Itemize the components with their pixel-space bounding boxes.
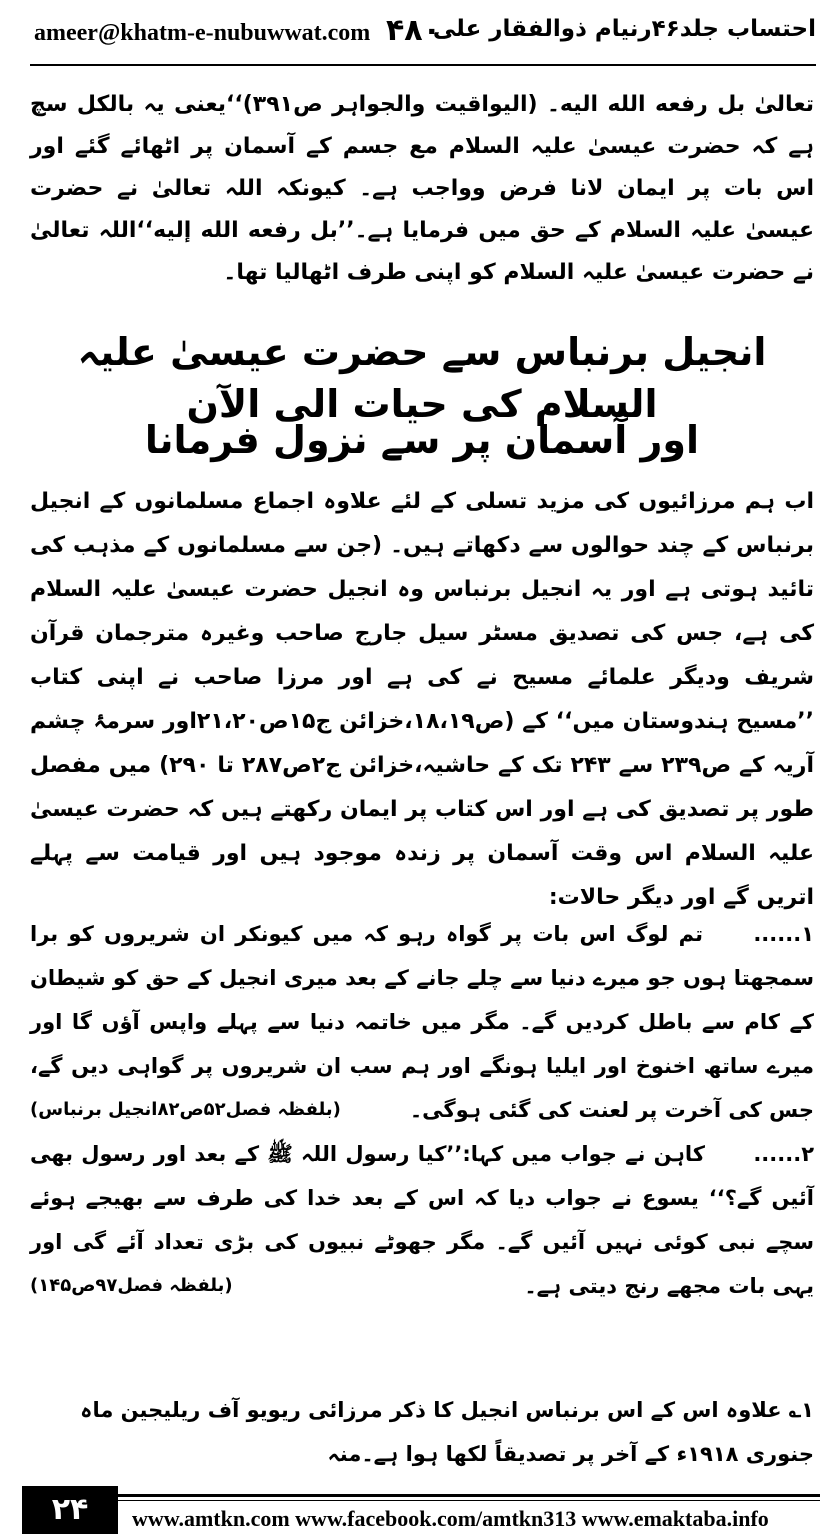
- header-book-title: احتساب جلد۴۶رنیام ذوالفقار علی: [432, 16, 816, 42]
- quote-reference: (بلفظہ فصل۹۷ص۱۴۵): [30, 1275, 233, 1296]
- quote-item-1: [30, 912, 814, 1132]
- footer-rule-thin: [118, 1500, 820, 1501]
- quote-reference: (بلفظہ فصل۵۲ص۸۲انجیل برنباس): [30, 1099, 341, 1120]
- footer-rule-thick: [118, 1494, 820, 1497]
- paragraph-2: اب ہم مرزائیوں کی مزید تسلی کے لئے علاوہ اجماع مسلمانوں کے انجیل برنباس کے چند حوالوں سے دکھاتے ہیں۔ (جن سے مسلمانوں کے مذہب کی تائید ہوتی ہے اور یہ انجیل برنباس وہ انجیل حضرت عیسیٰ علیہ السلام کی ہے، جس کی تصدیق مسٹر سیل جارج صاحب وغیرہ مترجمان قرآن شریف ودیگر علمائے مسیح نے کی ہے اور مرزا صاحب نے اپنی کتاب ’’مسیح ہندوستان میں‘‘ کے (ص۱۸،۱۹،خزائن ج۱۵ص۲۱،۲۰اور سرمۂ چشم آریہ کے ص۲۳۹ سے ۲۴۳ تک کے حاشیہ،خزائن ج۲ص۲۸۷ تا ۲۹۰) میں مفصل طور پر تصدیق کی ہے اور اس کتاب پر ایمان رکھتے ہیں کہ حضرت عیسیٰ علیہ السلام اس وقت آسمان پر زندہ موجود ہیں اور قیامت سے پہلے اتریں گے اور دیگر حالات:: [30, 489, 814, 910]
- footnote: ۱؎ علاوہ اس کے اس برنباس انجیل کا ذکر مرزائی ریویو آف ریلیجین ماہ جنوری ۱۹۱۸ء کے آخر پر تصدیقاً لکھا ہوا ہے۔منہ: [80, 1398, 814, 1466]
- paragraph-1: تعالیٰ بل رفعه الله الیه۔ (الیواقیت والجواہر ص۳۹۱)‘‘یعنی یہ بالکل سچ ہے کہ حضرت عیسیٰ علیہ السلام مع جسم کے آسمان پر اٹھائے گئے اور اس بات پر ایمان لانا فرض وواجب ہے۔ کیونکہ اللہ تعالیٰ نے حضرت عیسیٰ علیہ السلام کے حق میں فرمایا ہے۔’’بل رفعه الله إلیه‘‘اللہ تعالیٰ نے حضرت عیسیٰ علیہ السلام کو اپنی طرف اٹھالیا تھا۔: [30, 92, 814, 285]
- footer-links[interactable]: www.amtkn.com www.facebook.com/amtkn313 www.emaktaba.info: [132, 1506, 769, 1531]
- quote-number: ۲......: [753, 1142, 815, 1166]
- header-page-number: ۴۸۰: [386, 13, 441, 48]
- footer-page-number: ۲۴: [22, 1486, 118, 1534]
- quote-list: [30, 912, 814, 1308]
- quote-text: تم لوگ اس بات پر گواہ رہو کہ میں کیونکر ان شریروں کو برا سمجھتا ہوں جو میرے دنیا سے چلے جانے کے بعد میری انجیل کے حق کو شیطان کے کام سے باطل کردیں گے۔ مگر میں خاتمہ دنیا سے پہلے واپس آؤں گا اور میرے ساتھ اخنوخ اور ایلیا ہونگے اور ہم سب ان شریروں پر گواہی دیں گے، جس کی آخرت پر لعنت کی گئی ہوگی۔: [30, 922, 814, 1122]
- quote-text: کاہن نے جواب میں کہا:’’کیا رسول اللہ ﷺ کے بعد اور رسول بھی آئیں گے؟‘‘ یسوع نے جواب دیا کہ اس کے بعد خدا کی طرف سے بھیجے ہوئے سچے نبی کوئی نہیں آئیں گے۔ مگر جھوٹے نبیوں کی بڑی تعداد آئے گی اور یہی بات مجھے رنج دیتی ہے۔: [30, 1142, 814, 1298]
- header-email: ameer@khatm-e-nubuwwat.com: [34, 20, 371, 46]
- quote-number: ۱......: [753, 922, 815, 946]
- quote-item-2: [30, 1132, 814, 1308]
- header-divider: [30, 64, 816, 66]
- section-heading-line-2: اور آسمان پر سے نزول فرمانا: [144, 418, 700, 462]
- section-heading-line-1: انجیل برنباس سے حضرت عیسیٰ علیہ السلام کی حیات الی الآن: [77, 330, 767, 426]
